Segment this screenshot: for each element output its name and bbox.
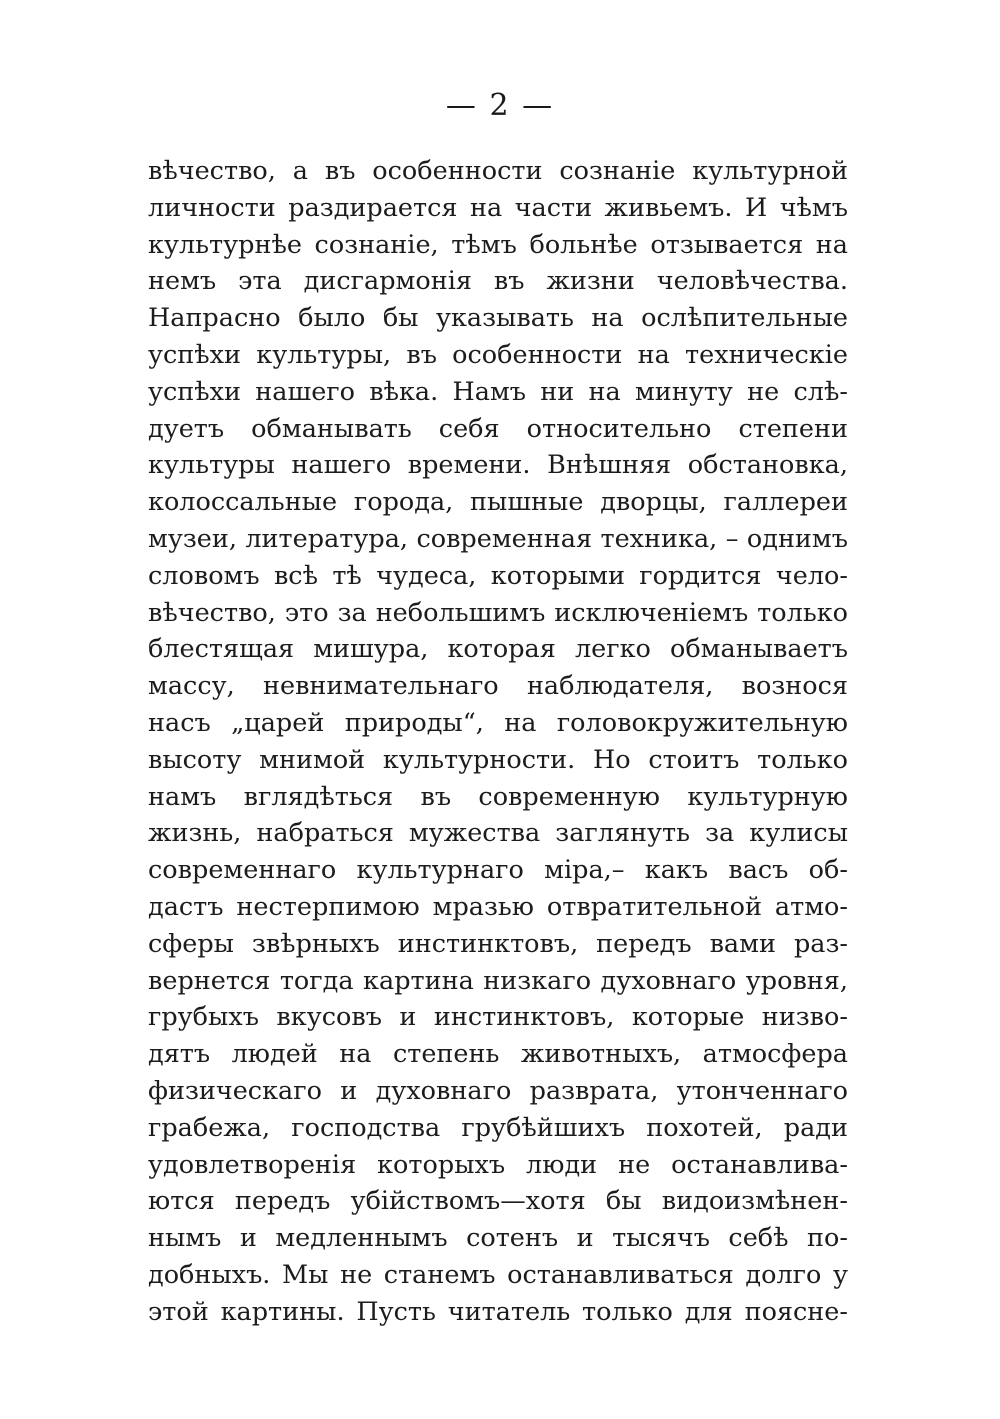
text-line: грубыхъ вкусовъ и инстинктовъ, которые низво- [148,1002,848,1033]
text-line: ются передъ убійствомъ—хотя бы видоизмѣнен- [148,1186,848,1217]
text-line: словомъ всѣ тѣ чудеса, которыми гордится чело- [148,560,848,591]
text-line: дуетъ обманывать себя относительно степени [148,413,848,444]
text-line: вернется тогда картина низкаго духовнаго уровня, [148,965,848,996]
text-line: вѣчество, а въ особенности сознаніе культурной [148,156,848,186]
text-line: дятъ людей на степень животныхъ, атмосфера [148,1039,848,1070]
text-line: современнаго культурнаго міра,– какъ васъ об- [148,855,848,886]
text-line: блестящая мишура, которая легко обманываетъ [148,634,848,665]
text-line: сферы звѣрныхъ инстинктовъ, передъ вами раз- [148,928,848,959]
page-number: — 2 — [445,88,555,123]
text-line: личности раздирается на части живьемъ. И чѣмъ [148,192,848,223]
text-line: немъ эта дисгармонія въ жизни человѣчества. [148,266,848,297]
text-line: культурнѣе сознаніе, тѣмъ больнѣе отзывается на [148,229,848,260]
text-line: добныхъ. Мы не станемъ останавливаться долго у [148,1259,848,1290]
text-line: грабежа, господства грубѣйшихъ похотей, ради [148,1112,848,1143]
text-line: намъ вглядѣться въ современную культурную [148,781,848,812]
text-line: культуры нашего времени. Внѣшняя обстановка, [148,450,848,481]
text-line: жизнь, набраться мужества заглянуть за кулисы [148,818,848,849]
body-text [148,153,848,1331]
text-line: колоссальные города, пышные дворцы, галлереи [148,487,848,518]
text-line: успѣхи нашего вѣка. Намъ ни на минуту не слѣ- [148,376,848,407]
text-line: нымъ и медленнымъ сотенъ и тысячъ себѣ по- [148,1223,848,1254]
text-line: удовлетворенія которыхъ люди не останавлива- [148,1149,848,1180]
text-line: Напрасно было бы указывать на ослѣпительные [148,303,848,334]
text-line: этой картины. Пусть читатель только для поясне- [148,1296,848,1327]
text-line: вѣчество, это за небольшимъ исключеніемъ только [148,597,848,628]
text-line: успѣхи культуры, въ особенности на техническіе [148,339,848,370]
text-line: музеи, литература, современная техника, – однимъ [148,523,848,554]
text-line: насъ „царей природы“, на головокружительную [148,707,848,738]
text-line: физическаго и духовнаго разврата, утонченнаго [148,1075,848,1106]
text-line: дастъ нестерпимою мразью отвратительной атмо- [148,891,848,922]
text-line: высоту мнимой культурности. Но стоитъ только [148,744,848,775]
text-line: массу, невнимательнаго наблюдателя, вознося [148,671,848,702]
